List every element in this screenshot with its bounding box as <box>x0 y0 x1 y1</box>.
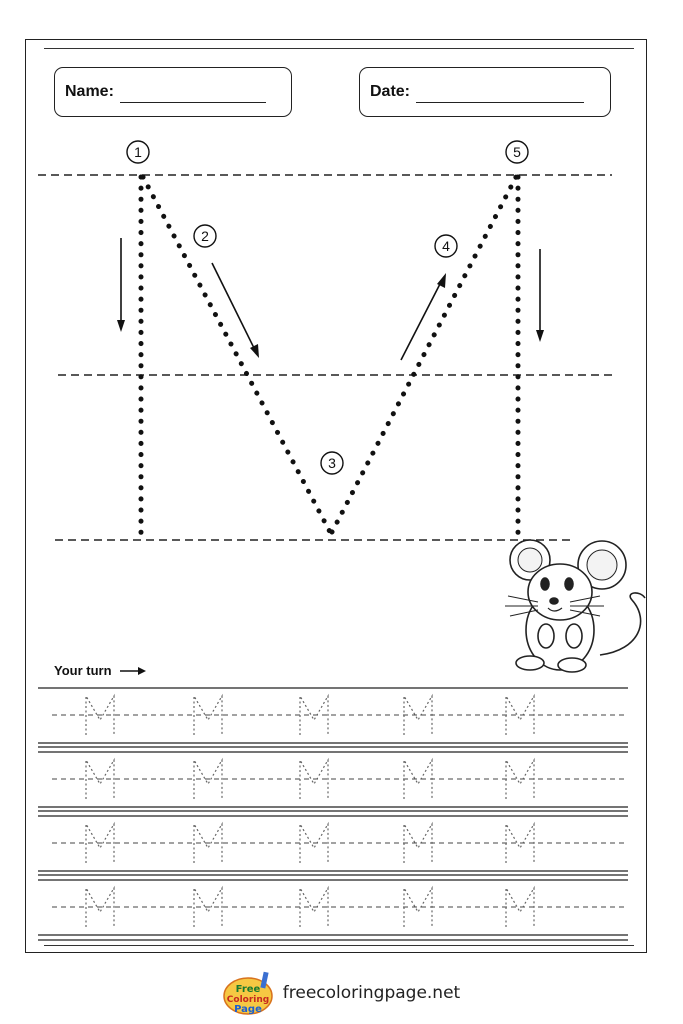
practice-row[interactable] <box>38 880 628 935</box>
your-turn-label: Your turn <box>54 663 112 678</box>
stroke-number-1: 1 <box>134 144 142 160</box>
stroke-4-trace[interactable] <box>332 177 516 532</box>
practice-letter-trace[interactable] <box>404 696 432 735</box>
site-url[interactable]: freecoloringpage.net <box>282 982 461 1003</box>
svg-text:Coloring: Coloring <box>226 994 269 1005</box>
stroke-number-5: 5 <box>513 144 521 160</box>
footer <box>0 965 683 1020</box>
stroke-number-2: 2 <box>201 228 209 244</box>
stroke-number-3: 3 <box>328 455 336 471</box>
practice-rows <box>38 688 628 940</box>
practice-letter-trace[interactable] <box>404 760 432 799</box>
practice-row[interactable] <box>38 752 628 811</box>
svg-text:Page: Page <box>233 1003 262 1015</box>
svg-text:Free: Free <box>235 983 261 995</box>
site-logo <box>223 970 273 1016</box>
practice-letter-trace[interactable] <box>404 888 432 927</box>
practice-letter-trace[interactable] <box>404 824 432 863</box>
logo-icon <box>223 970 273 1016</box>
arrow-diagonal-up-icon <box>401 282 441 360</box>
name-label: Name: <box>65 83 114 100</box>
stroke-number-4: 4 <box>442 238 450 254</box>
mouse-illustration <box>505 540 645 672</box>
date-label: Date: <box>370 83 411 100</box>
arrow-diagonal-down-icon <box>212 263 255 350</box>
practice-row[interactable] <box>38 688 628 747</box>
practice-row[interactable] <box>38 816 628 875</box>
stroke-2-trace[interactable] <box>143 177 330 532</box>
direction-arrows <box>117 238 544 360</box>
stroke-number-markers <box>127 141 528 474</box>
